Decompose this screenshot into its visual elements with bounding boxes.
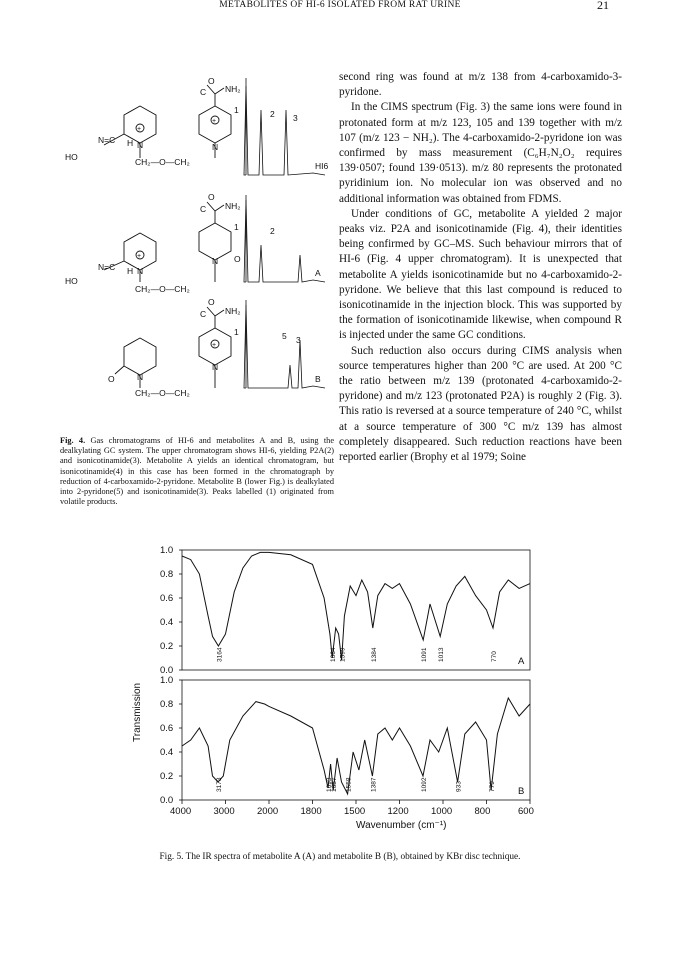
x-tick-label: 600 (518, 806, 534, 817)
paragraph: Such reduction also occurs during CIMS analysis when source temperatures higher than 200 °C are used. At 200 °C the ratio between m/z 139 (protonated 4-carboxamido-2-pyridone) and m/z 123 (protonated P2A) is roughly 2 (Fig. 3). This ratio is reversed at a source temperature of 240 °C, whilst at a source temperature of 300 °C m/z 139 has almost completely disappeared. Such reduction reactions have been reported earlier (Brophy et al 1979; Soine (339, 344, 622, 464)
figure-5-caption: Fig. 5. The IR spectra of metabolite A (A) and metabolite B (B), obtained by KBr disc technique. (159, 852, 521, 862)
page-number: 21 (597, 0, 609, 12)
s2-ho: HO (65, 276, 78, 286)
y-tick-label: 0.0 (160, 665, 174, 676)
running-head (0, 0, 673, 16)
ir-peak-label: 3173 (215, 777, 223, 792)
s3-n-right: N (212, 362, 219, 372)
s2-nh2: NH₂ (225, 201, 241, 211)
body-text-column (339, 70, 622, 465)
y-axis-label: Transmission (132, 682, 143, 742)
ir-peak-label: 1664 (330, 647, 338, 662)
x-tick-label: 1200 (387, 806, 409, 817)
chromatogram-end-label: B (315, 374, 321, 384)
ir-panel-frame (182, 550, 530, 670)
x-tick-label: 1800 (300, 806, 322, 817)
s1-ho: HO (65, 152, 78, 162)
s3-n-left: N (137, 372, 144, 382)
x-axis-label: Wavenumber (cm⁻¹) (356, 820, 447, 831)
structure-metabolite-a (104, 202, 231, 282)
ir-peak-label: 1091 (421, 647, 429, 662)
y-tick-label: 0.8 (160, 699, 174, 710)
s3-link: CH₂—O—CH₂ (135, 388, 190, 398)
s2-o: O (208, 192, 215, 202)
s2-n-eq-c: N=C (98, 262, 116, 272)
chromatogram-peak-label: 1 (234, 105, 239, 115)
ir-spectrum-B (182, 698, 530, 794)
s3-plus: + (212, 342, 217, 349)
chromatogram-peak-label: 3 (296, 335, 301, 345)
s1-n-eq-c: N=C (98, 135, 116, 145)
s1-plus-left: + (137, 126, 142, 133)
ir-peak-label: 933 (455, 781, 463, 792)
x-tick-label: 1500 (344, 806, 366, 817)
s3-o: O (208, 297, 215, 307)
ir-peak-label: 1387 (370, 777, 378, 792)
s2-plus: + (137, 253, 142, 260)
ir-peak-label: 1599 (339, 647, 347, 662)
y-tick-label: 0.4 (160, 747, 174, 758)
x-tick-label: 1000 (431, 806, 453, 817)
x-tick-label: 3000 (213, 806, 235, 817)
running-title: METABOLITES OF HI-6 ISOLATED FROM RAT URINE (219, 0, 461, 10)
chromatogram-end-label: HI6 (315, 161, 329, 171)
y-tick-label: 0.8 (160, 569, 174, 580)
ir-peak-label: 1013 (438, 647, 446, 662)
chromatogram-peak-label: 1 (234, 327, 239, 337)
chromatogram-trace (244, 86, 325, 175)
y-tick-label: 0.6 (160, 723, 174, 734)
ir-peak-label: 1657 (331, 777, 339, 792)
chromatogram-trace (244, 305, 325, 388)
s2-link: CH₂—O—CH₂ (135, 284, 190, 294)
y-tick-label: 0.2 (160, 771, 174, 782)
ir-peak-label: 1092 (420, 777, 428, 792)
y-tick-label: 0.2 (160, 641, 174, 652)
ir-panel-label: A (518, 656, 525, 667)
s1-nh2: NH₂ (225, 84, 241, 94)
ir-spectrum-A (182, 552, 530, 660)
ir-peak-label: 1384 (370, 647, 378, 662)
ir-panel-frame (182, 680, 530, 800)
chromatogram-peak-label: 1 (234, 222, 239, 232)
y-tick-label: 0.0 (160, 795, 174, 806)
s1-h: H (127, 138, 134, 148)
y-tick-label: 1.0 (160, 545, 174, 556)
s3-nh2: NH₂ (225, 306, 241, 316)
paragraph: Under conditions of GC, metabolite A yielded 2 major peaks viz. P2A and isonicotinamide (Fig. 4), their identities being confirmed by GC–MS. Such behaviour mirrors that of HI-6 (Fig. 4 upper chromatogram). It is unexpected that metabolite A yields isonicotinamide but no 4-carboxamido-2-pyridone. We believe that this last compound is reduced to isonicotinamide in the injection block. This was supported by the formation of isonicotinamide likewise, when compound R is injected under the same GC conditions. (339, 207, 622, 342)
x-tick-label: 4000 (170, 806, 192, 817)
y-tick-label: 0.6 (160, 593, 174, 604)
s1-plus-right: + (212, 118, 217, 125)
s1-o: O (208, 76, 215, 86)
s2-ring-o: O (234, 254, 241, 264)
figure-4 (60, 70, 338, 434)
ir-peak-label: 1693 (326, 777, 334, 792)
figure-5-ir-spectra (120, 542, 540, 842)
s3-o-left: O (108, 374, 115, 384)
ir-peak-label: 770 (491, 651, 499, 662)
chromatogram-trace (244, 200, 325, 282)
figure-4-caption-text: Gas chromatograms of HI-6 and metabolites A and B, using the dealkylating GC system. The upper chromatogram shows HI-6, yielding P2A(2) and isonicotinamide(3). Metabolite A yields an identical chromatogram, but isonicotinamide(4) in this case has been formed in the chromatograph by reduction of 4-carboxamido-2-pyridone. Metabolite B (lower Fig.) is dealkylated into 2-pyridone(5) and isonicotinamide(3). Peaks labelled (1) originated from volatile products. (60, 436, 334, 507)
y-tick-label: 1.0 (160, 675, 174, 686)
chromatogram-peak-label: 5 (282, 331, 287, 341)
chromatogram-peak-label: 2 (270, 109, 275, 119)
ir-peak-label: 1558 (345, 777, 353, 792)
paragraph: second ring was found at m/z 138 from 4-carboxamido-3-pyridone. (339, 71, 622, 99)
chromatogram-end-label: A (315, 268, 321, 278)
chromatogram-peak-label: 2 (270, 226, 275, 236)
s3-c: C (200, 309, 207, 319)
x-tick-label: 2000 (257, 806, 279, 817)
ir-panel-label: B (518, 786, 525, 797)
figure-4-label: Fig. 4. (60, 436, 86, 445)
s1-n-left: N (137, 140, 144, 150)
chromatogram-peak-label: 3 (293, 113, 298, 123)
s2-c: C (200, 204, 207, 214)
s2-n-left: N (137, 266, 144, 276)
ir-peak-label: 3164 (216, 647, 224, 662)
figure-4-caption (60, 436, 334, 507)
paragraph: In the CIMS spectrum (Fig. 3) the same ions were found in protonated form at m/z 123, 105 and 139 together with m/z 107 (m/z 123 − NH₂). The 4-carboxamido-2-pyridone ion was confirmed by mass measurement (C₆H₇N₂O₂ requires 139·0507; found 139·0513). m/z 80 represents the protonated pyridinium ion. No molecular ion was observed and no additional information was obtained from FDMS. (339, 101, 622, 205)
s2-n-right: N (212, 256, 219, 266)
s2-h: H (127, 266, 134, 276)
ir-peak-label: 779 (489, 781, 497, 792)
s1-n-right: N (212, 142, 219, 152)
y-tick-label: 0.4 (160, 617, 174, 628)
s1-c: C (200, 87, 207, 97)
s1-link: CH₂—O—CH₂ (135, 157, 190, 167)
x-tick-label: 800 (474, 806, 491, 817)
